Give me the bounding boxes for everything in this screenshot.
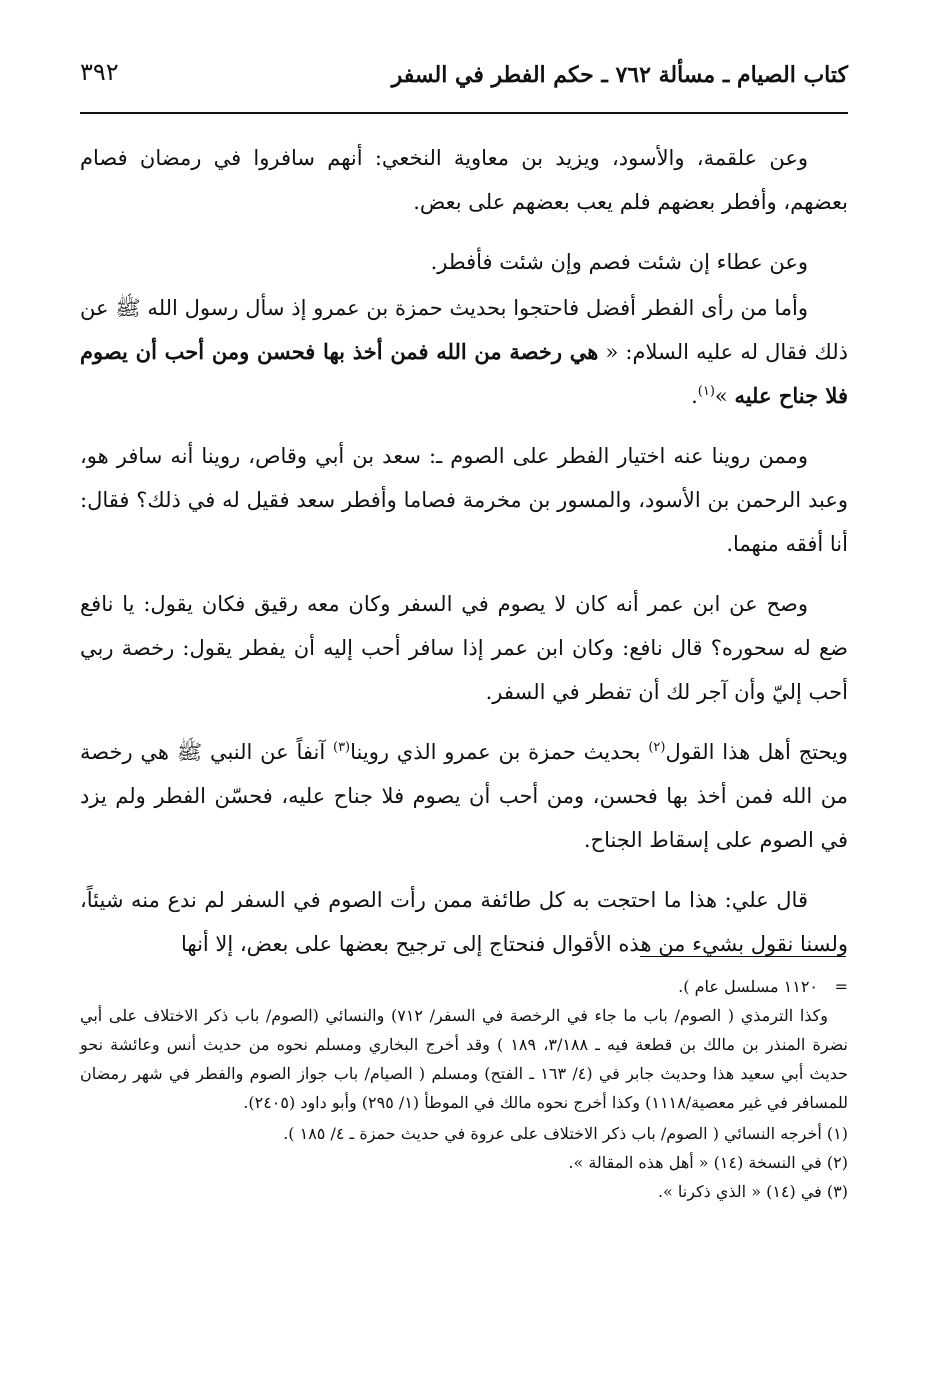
paragraph-6-b: بحديث حمزة بن عمرو الذي روينا	[350, 740, 649, 764]
footnote-ref-1: (١)	[697, 384, 715, 399]
paragraph-6-a: ويحتج أهل هذا القول	[665, 740, 849, 764]
running-title: كتاب الصيام ـ مسألة ٧٦٢ ـ حكم الفطر في السفر	[391, 62, 848, 88]
footnote-1: (١) أخرجه النسائي ( الصوم/ باب ذكر الاختلاف على عروة في حديث حمزة ـ ٤/ ١٨٥ ).	[283, 1124, 848, 1143]
hadith-quote: هي رخصة من الله فمن أخذ بها فحسن ومن أحب أن يصوم فلا جناح عليه	[80, 339, 848, 408]
quote-close: »	[714, 384, 728, 408]
paragraph-5: وصح عن ابن عمر أنه كان لا يصوم في السفر وكان معه رقيق فكان يقول: يا نافع ضع له سحوره؟ قال نافع: وكان ابن عمر إذا سافر أحب إليه أن يفطر يقول: رخصة ربي أحب إليّ وأن آجر لك أن تفطر في السفر.	[80, 592, 848, 704]
header-rule	[80, 112, 848, 114]
paragraph-2: وعن عطاء إن شئت فصم وإن شئت فأفطر.	[430, 250, 808, 274]
footnote-3: (٣) في (١٤) « الذي ذكرنا ».	[657, 1182, 848, 1201]
paragraph-4: وممن روينا عنه اختيار الفطر على الصوم ـ: سعد بن أبي وقاص، روينا أنه سافر هو، وعبد الرحمن بن الأسود، والمسور بن مخرمة فصاما وأفطر سعد فقيل له في ذلك؟ فقال: أنا أفقه منهما.	[80, 444, 848, 556]
page-header	[80, 52, 848, 100]
paragraph-6	[80, 730, 848, 862]
main-text	[80, 136, 848, 982]
footnote-ref-2: (٢)	[648, 740, 666, 755]
footnote-rule	[640, 956, 846, 957]
footnote-2: (٢) في النسخة (١٤) « أهل هذه المقالة ».	[568, 1153, 848, 1172]
footnotes	[80, 972, 848, 1206]
paragraph-3: وأما من رأى الفطر أفضل فاحتجوا بحديث حمزة بن عمرو إذ سأل رسول الله ﷺ عن ذلك فقال له عليه السلام: « هي رخصة من الله فمن أخذ بها فحسن ومن أحب أن يصوم فلا جناح عليه »$^{(١)}$.	[80, 296, 848, 408]
footnote-ref-3: (٣)	[332, 740, 351, 755]
paragraph-7: قال علي: هذا ما احتجت به كل طائفة ممن رأت الصوم في السفر لم ندع منه شيئاً، ولسنا نقول بشيء من هذه الأقوال فنحتاج إلى ترجيح بعضها على بعض، إلا أنها	[80, 888, 848, 956]
footnote-continuation	[80, 972, 848, 1001]
continuation-line: ١١٢٠ مسلسل عام ).	[678, 977, 818, 996]
paragraph-6-c: آنفاً عن النبي ﷺ هي رخصة من الله فمن أخذ بها فحسن، ومن أحب أن يصوم فلا جناح عليه، فحسّن الفطر ولم يزد في الصوم على إسقاط الجناح.	[80, 740, 848, 852]
paragraph-1: وعن علقمة، والأسود، ويزيد بن معاوية النخعي: أنهم سافروا في رمضان فصام بعضهم، وأفطر بعضهم فلم يعب بعضهم على بعض.	[80, 146, 848, 214]
footnote-continuation-block: وكذا الترمذي ( الصوم/ باب ما جاء في الرخصة في السفر/ ٧١٢) والنسائي (الصوم/ باب ذكر الاختلاف على أبي نضرة المنذر بن مالك بن قطعة فيه ـ ٣/١٨٨، ١٨٩ ) وقد أخرج البخاري ومسلم نحوه من حديث أنس وعائشة نحو حديث أبي سعيد هذا وحديث جابر في (٤/ ١٦٣ ـ الفتح) ومسلم ( الصيام/ باب جواز الصوم والفطر في شهر رمضان للمسافر في غير معصية/١١١٨) وكذا أخرج نحوه مالك في الموطأ (١/ ٢٩٥) وأبو داود (٢٤٠٥).	[80, 1006, 848, 1112]
paragraph-3-lead: وأما من رأى الفطر أفضل فاحتجوا بحديث حمزة بن عمرو إذ سأل رسول الله ﷺ عن ذلك فقال له عليه السلام: «	[80, 296, 848, 364]
page-number: ٣٩٢	[80, 58, 119, 86]
continuation-marker: =	[834, 977, 848, 996]
